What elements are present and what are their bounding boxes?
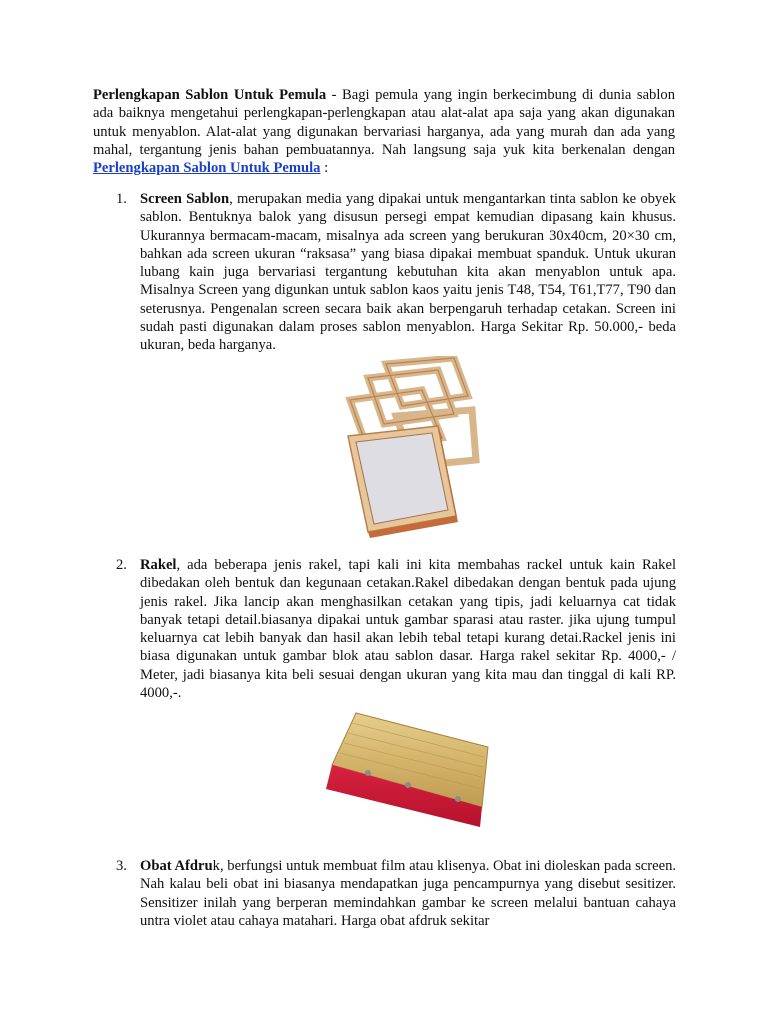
item-title: Rakel [140,557,177,573]
item-text: k, berfungsi untuk membuat film atau klisenya. Obat ini dioleskan pada screen. Nah kalau beli obat ini biasanya mendapatkan juga pencampurnya yang disebut sesitizer. Sensitizer inilah yang berperan memindahkan gambar ke screen melalui bantuan cahaya untra violet atau cahaya matahari. Harga obat afdruk sekitar [140,858,677,929]
list-number: 2. [116,557,127,573]
item-text: , ada beberapa jenis rakel, tapi kali ini kita membahas rackel untuk kain Rakel dibedakan oleh bentuk dan kegunaan cetakan.Rakel dibedakan dengan bentuk pada ujung jenis rakel. Jika lancip akan menghasilkan cetakan yang tipis, jadi keluarnya cat tidak banyak tetapi detail.biasanya dipakai untuk gambar sparasi atau raster. jika ujung tumpul keluarnya cat lebih banyak dan hasil akan lebih tebal tetapi kurang detai.Rackel jenis ini biasa digunakan untuk gambar blok atau sablon dasar. Harga rakel sekitar Rp. 4000,- / Meter, jadi biasanya kita beli sesuai dengan ukuran yang kita mau dan tinggal di kali RP. 4000,-. [140,557,676,702]
list-item-rakel [116,556,676,702]
item-title: Screen Sablon [140,191,230,207]
intro-link[interactable]: Perlengkapan Sablon Untuk Pemula [93,160,321,177]
photo-rakel-squeegee [312,709,492,832]
intro-text: - Bagi pemula yang ingin berkecimbung di dunia sablon ada baiknya mengetahui perlengkapan-perlengkapan atau alat-alat apa saja yang akan digunakan untuk menyablon. Alat-alat yang digunakan bervariasi harganya, ada yang murah dan ada yang mahal, tergantung jenis bahan pembuatannya. Nah langsung saja yuk kita berkenalan dengan [93,87,676,158]
intro-tail: : [320,160,329,177]
list-number: 1. [116,191,127,207]
list-item-screen-sablon [116,190,676,355]
list-item-obat-afdruk [116,857,676,930]
intro-lead-title: Perlengkapan Sablon Untuk Pemula [93,87,327,103]
intro-paragraph [93,86,675,177]
item-text: , merupakan media yang dipakai untuk mengantarkan tinta sablon ke obyek sablon. Bentuknya balok yang disusun persegi empat kemudian dipasang kain khusus. Ukurannya bermacam-macam, misalnya ada screen yang berukuran 30x40cm, 20×30 cm, bahkan ada screen ukuran “raksasa” yang biasa dipakai membuat spanduk. Untuk ukuran lubang kain juga bervariasi tergantung kebutuhan kita akan menyablon untuk apa. Misalnya Screen yang digunkan untuk sablon kaos yaitu jenis T48, T54, T61,T77, T90 dan seterusnya. Pengenalan screen secara baik akan berpengaruh terhadap cetakan. Screen ini sudah pasti digunakan dalam proses sablon menyablon. Harga Sekitar Rp. 50.000,- beda ukuran, beda harganya. [140,191,677,354]
photo-screen-frames [334,356,481,539]
item-title: Obat Afdru [140,858,213,874]
list-number: 3. [116,858,127,874]
